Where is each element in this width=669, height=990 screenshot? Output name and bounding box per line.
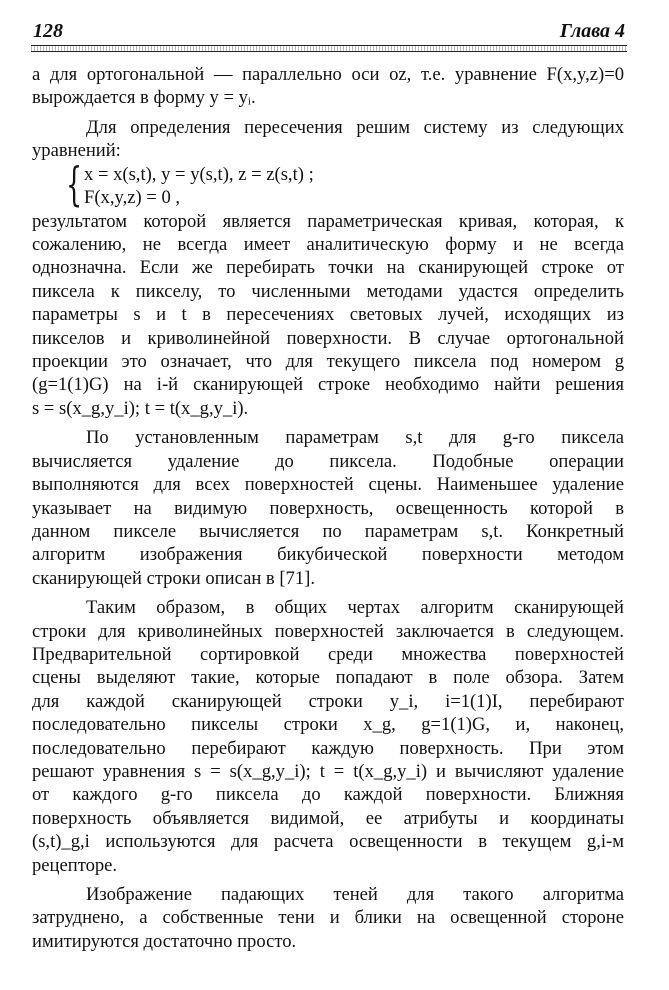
text-line: вырождается в форму y = yᵢ. (32, 87, 256, 109)
text-line: пиксела к пикселу, то численными методами удастся определить (32, 280, 624, 302)
text-line: для каждой сканирующей строки y_i, i=1(1)I, перебирают (32, 690, 624, 712)
equation-1: x = x(s,t), y = y(s,t), z = z(s,t) ; (84, 163, 314, 185)
text-line: алгоритм изображения бикубической поверхности методом (32, 544, 624, 566)
text-line: сожалению, не всегда имеет аналитическую форму и не всегда (32, 234, 624, 256)
text-line: однозначна. Если же перебирать точки на сканирующей строке от (32, 257, 624, 279)
text-line: указывает на видимую поверхность, освещенность которой в (32, 497, 624, 519)
paragraph-0 (32, 63, 624, 110)
text-line: данном пикселе вычисляется по параметрам s,t. Конкретный (32, 520, 624, 542)
text-line: поверхность объявляется видимой, ее атрибуты и координаты (32, 807, 624, 829)
page-number: 128 (33, 20, 63, 42)
text-line: сцены выделяют такие, которые попадают в поле обзора. Затем (32, 667, 624, 689)
text-line: результатом которой является параметрическая кривая, которая, к (32, 210, 624, 232)
text-line: (s,t)_g,i используются для расчета освещенности в текущем g,i-м (32, 831, 624, 853)
text-line: а для ортогональной — параллельно оси oz, т.е. уравнение F(x,y,z)=0 (32, 64, 624, 85)
text-line: По установленным параметрам s,t для g-го пиксела (86, 427, 624, 449)
page-header (33, 20, 625, 44)
text-line: последовательно пикселы строки x_g, g=1(1)G, и, наконец, (32, 714, 624, 736)
text-line: (g=1(1)G) на i-й сканирующей строке необходимо найти решения (32, 374, 624, 396)
header-rule (31, 45, 627, 52)
paragraph-2 (32, 210, 624, 421)
text-line: выполняются для всех поверхностей сцены. Наименьшее удаление (32, 474, 624, 496)
chapter-title: Глава 4 (559, 20, 625, 42)
text-line: проекции это означает, что для текущего пиксела под номером g (32, 351, 624, 373)
text-line: затруднено, а собственные тени и блики на освещенной стороне (32, 907, 624, 929)
brace-symbol: { (66, 156, 83, 211)
text-line: Для определения пересечения решим систему из следующих (86, 116, 624, 138)
text-line: решают уравнения s = s(x_g,y_i); t = t(x_g,y_i) и вычисляют удаление (32, 760, 624, 782)
text-line: сканирующей строки описан в [71]. (32, 567, 315, 589)
text-line: от каждого g-го пиксела до каждой поверхности. Ближняя (32, 784, 624, 806)
paragraph-3 (32, 426, 624, 590)
text-line: Изображение падающих теней для такого алгоритма (86, 884, 624, 905)
text-line: имитируются достаточно просто. (32, 930, 297, 952)
equation-2: F(x,y,z) = 0 , (84, 186, 181, 208)
text-line: Таким образом, в общих чертах алгоритм сканирующей (86, 597, 624, 619)
paragraph-1 (32, 116, 624, 163)
text-line: строки для криволинейных поверхностей заключается в следующем. (32, 620, 624, 642)
text-line: последовательно перебирают каждую поверхность. При этом (32, 737, 624, 759)
text-line: параметры s и t в пересечениях световых лучей, исходящих из (32, 304, 624, 326)
equation-system (32, 156, 624, 211)
page-body (32, 63, 624, 953)
text-line: Предварительной сортировкой среди множества поверхностей (32, 643, 624, 665)
text-line: вычисляется удаление до пиксела. Подобные операции (32, 450, 624, 472)
text-line: рецепторе. (32, 854, 118, 876)
text-line: уравнений: (32, 140, 121, 162)
paragraph-5 (32, 883, 624, 953)
paragraph-4 (32, 596, 624, 877)
text-line: пикселов и криволинейной поверхности. В случае ортогональной (32, 327, 624, 349)
text-line: s = s(x_g,y_i); t = t(x_g,y_i). (32, 397, 249, 419)
